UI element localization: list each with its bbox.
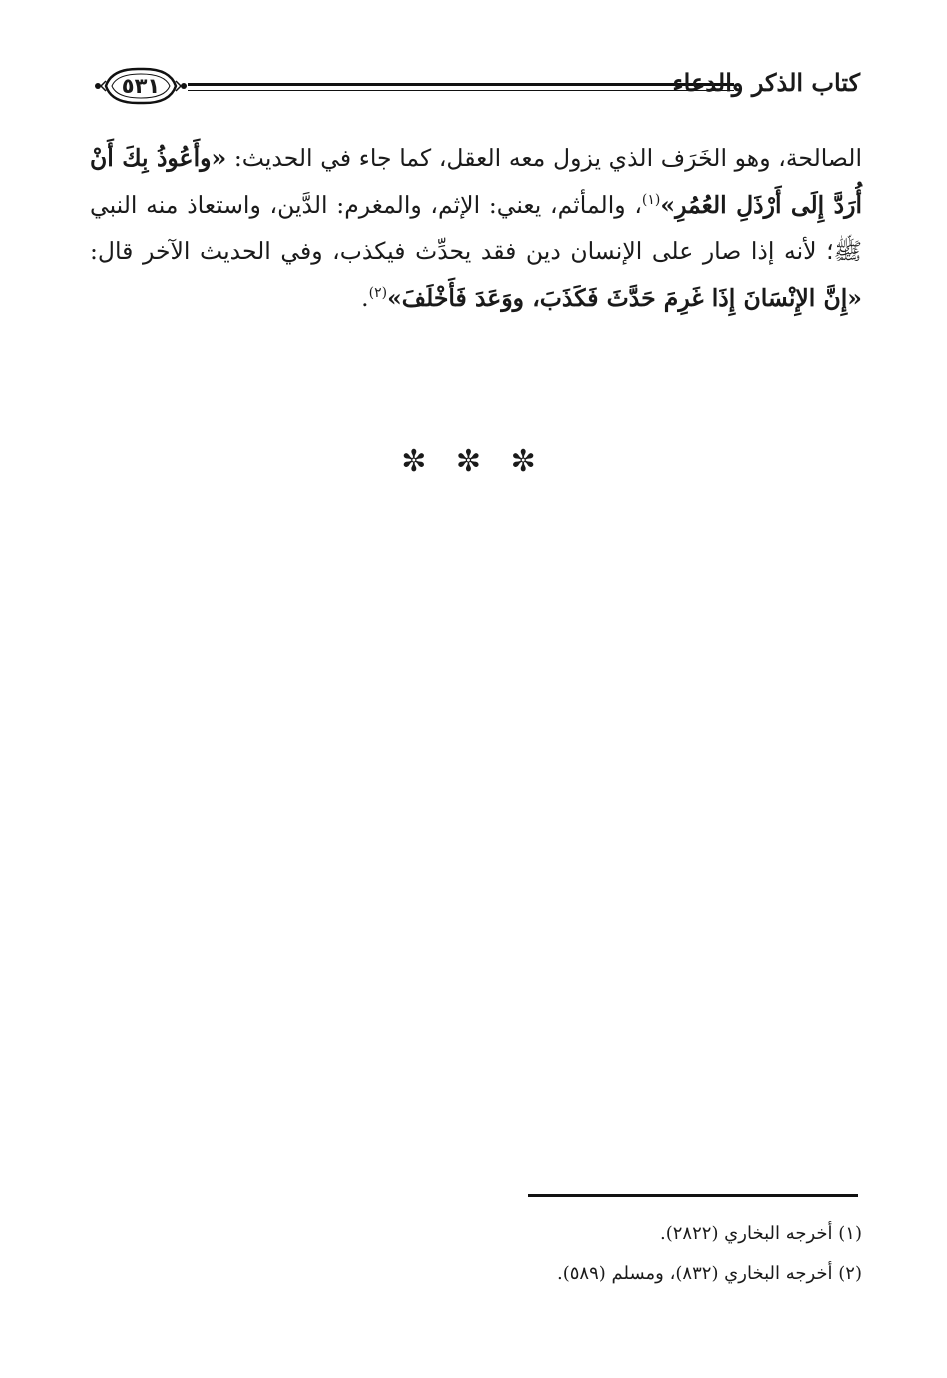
header-rule-thin	[188, 90, 734, 91]
hadith-quote: «وأَعُوذُ بِكَ أَنْ أُرَدَّ إِلَى أَرْذَلِ العُمُرِ»	[90, 144, 862, 219]
page-header	[92, 60, 860, 116]
footnote-ref-2: (٢)	[368, 284, 388, 301]
section-separator-icon: ✼ ✼ ✼	[401, 444, 546, 479]
paragraph	[90, 135, 862, 321]
footnote-ref-1: (١)	[641, 191, 661, 208]
footnote-divider	[528, 1194, 858, 1197]
footnote-2: (٢) أخرجه البخاري (٨٣٢)، ومسلم (٥٨٩).	[557, 1263, 862, 1284]
header-rule-thick	[188, 83, 734, 86]
main-text	[90, 135, 862, 321]
hadith-quote: «إِنَّ الإِنْسَانَ إِذَا غَرِمَ حَدَّثَ فَكَذَبَ، ووَعَدَ فَأَخْلَفَ»	[387, 283, 862, 312]
chapter-title: كتاب الذكر والدعاء	[672, 68, 860, 97]
text-run: ، والمأثم، يعني: الإثم، والمغرم: الدَّين، واستعاذ منه النبي ﷺ؛ لأنه إذا صار على الإنسان دين فقد يحدِّث فيكذب، وفي الحديث الآخر قال:	[90, 190, 862, 265]
page-number: ٥٣١	[121, 74, 161, 98]
text-run: الصالحة، وهو الخَرَف الذي يزول معه العقل، كما جاء في الحديث:	[226, 144, 862, 172]
footnotes	[90, 1214, 862, 1294]
footnote-1: (١) أخرجه البخاري (٢٨٢٢).	[660, 1223, 862, 1244]
text-run: .	[361, 283, 369, 312]
page-number-badge	[92, 64, 190, 108]
